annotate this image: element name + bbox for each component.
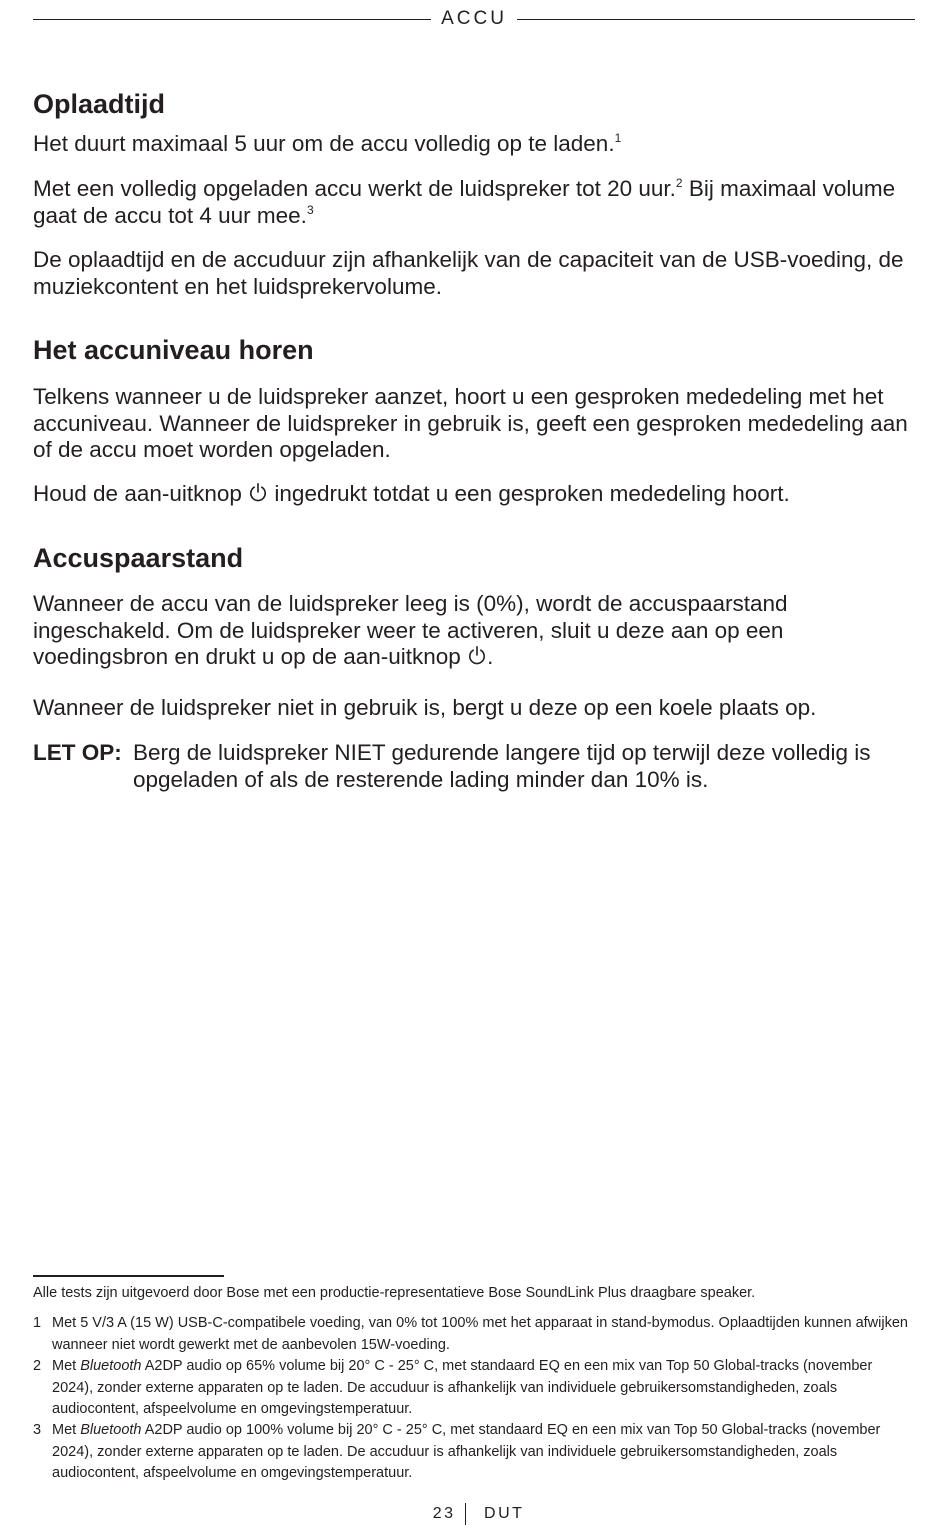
footnote-intro: Alle tests zijn uitgevoerd door Bose met een productie-representatieve Bose SoundLink Plus draagbare speaker. bbox=[33, 1285, 756, 1301]
paragraph-battery-announcement: Telkens wanneer u de luidspreker aanzet, hoort u een gesproken mededeling met het accuniveau. Wanneer de luidspreker in gebruik is, geeft een gesproken mededeling aan of de accu moet worden opgeladen. bbox=[33, 384, 908, 462]
paragraph-hold-power bbox=[33, 481, 913, 508]
paragraph-battery-saver bbox=[33, 591, 913, 671]
footnote-number: 3 bbox=[33, 1422, 42, 1438]
page-number: 23 bbox=[432, 1505, 456, 1522]
page-header bbox=[33, 6, 915, 32]
footnote-text bbox=[52, 1356, 917, 1421]
footnote-number: 2 bbox=[33, 1358, 42, 1374]
footnote-text-post: A2DP audio op 100% volume bij 20° C - 25° C, met standaard EQ en een mix van Top 50 Global-tracks (november 2024), zonder externe apparaten op te laden. De accuduur is afhankelijk van individuele gebruikersomstandigheden, zoals audiocontent, afspeelvolume en omgevingstemperatuur. bbox=[52, 1422, 881, 1481]
footnote-item bbox=[33, 1313, 917, 1356]
footer-separator bbox=[465, 1503, 467, 1525]
paragraph-battery-life bbox=[33, 176, 913, 229]
section-heading-accuniveau: Het accuniveau horen bbox=[33, 335, 314, 365]
paragraph-charge-time bbox=[33, 131, 913, 158]
caution-text: Berg de luidspreker NIET gedurende langere tijd op terwijl deze volledig is opgeladen of als de resterende lading minder dan 10% is. bbox=[133, 740, 871, 792]
header-rule-right bbox=[517, 19, 915, 20]
paragraph-text: . bbox=[487, 644, 494, 669]
footnote-item bbox=[33, 1356, 917, 1421]
footnote-item bbox=[33, 1420, 917, 1485]
footnote-text-italic: Bluetooth bbox=[80, 1358, 142, 1374]
section-heading-oplaadtijd: Oplaadtijd bbox=[33, 89, 166, 119]
footnote-ref-2: 2 bbox=[675, 176, 683, 190]
paragraph-text: Met een volledig opgeladen accu werkt de luidspreker tot 20 uur. bbox=[33, 176, 676, 201]
paragraph-text: Houd de aan-uitknop bbox=[33, 481, 242, 506]
page-footer bbox=[0, 1500, 950, 1528]
paragraph-text: Bij maximaal volume gaat de accu tot 4 uur mee. bbox=[33, 176, 896, 228]
paragraph-text: Wanneer de accu van de luidspreker leeg is (0%), wordt de accuspaarstand ingeschakeld. Om de luidspreker weer te activeren, sluit u deze aan op een voedingsbron en drukt u op de aan-uitknop bbox=[33, 591, 788, 669]
footnote-ref-1: 1 bbox=[614, 131, 622, 145]
footnote-text bbox=[52, 1420, 917, 1485]
footnote-text-post: A2DP audio op 65% volume bij 20° C - 25° C, met standaard EQ en een mix van Top 50 Global-tracks (november 2024), zonder externe apparaten op te laden. De accuduur is afhankelijk van individuele gebruikersomstandigheden, zoals audiocontent, afspeelvolume en omgevingstemperatuur. bbox=[52, 1358, 873, 1417]
paragraph-dependencies: De oplaadtijd en de accuduur zijn afhankelijk van de capaciteit van de USB-voeding, de muziekcontent en het luidsprekervolume. bbox=[33, 247, 904, 299]
paragraph-text: ingedrukt totdat u een gesproken mededeling hoort. bbox=[268, 481, 790, 506]
power-icon bbox=[467, 645, 487, 667]
footnote-text: Met 5 V/3 A (15 W) USB-C-compatibele voeding, van 0% tot 100% met het apparaat in stand-bymodus. Oplaadtijden kunnen afwijken wanneer niet wordt gewerkt met de aanbevolen 15W-voeding. bbox=[52, 1315, 908, 1353]
header-rule-left bbox=[33, 19, 431, 20]
language-code: DUT bbox=[484, 1505, 525, 1522]
footnote-number: 1 bbox=[33, 1315, 42, 1331]
paragraph-text: Het duurt maximaal 5 uur om de accu volledig op te laden. bbox=[33, 131, 615, 156]
footnote-text-italic: Bluetooth bbox=[80, 1422, 142, 1438]
section-heading-accuspaarstand: Accuspaarstand bbox=[33, 543, 244, 573]
caution-label: LET OP: bbox=[33, 740, 122, 765]
header-title: ACCU bbox=[441, 8, 507, 29]
paragraph-storage: Wanneer de luidspreker niet in gebruik is, bergt u deze op een koele plaats op. bbox=[33, 695, 817, 720]
power-icon bbox=[248, 482, 268, 504]
footnote-divider bbox=[33, 1275, 224, 1277]
footnote-ref-3: 3 bbox=[306, 202, 314, 217]
caution-note bbox=[33, 740, 913, 793]
footnote-text-pre: Met bbox=[52, 1358, 81, 1374]
footnote-text-pre: Met bbox=[52, 1422, 81, 1438]
